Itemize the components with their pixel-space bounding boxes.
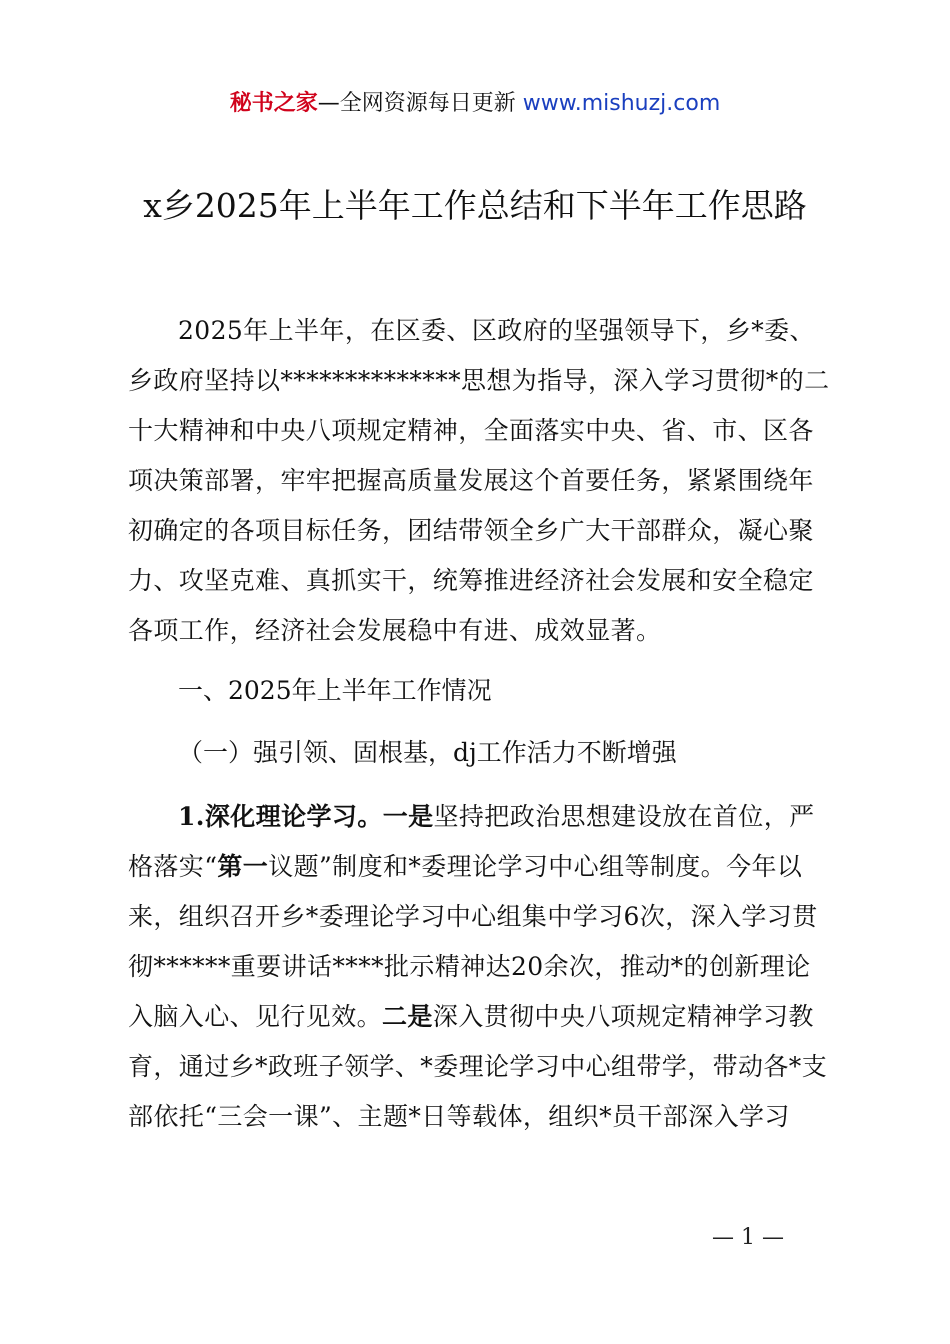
brand-name: 秘书之家 xyxy=(229,91,318,116)
subsection-heading: （一）强引领、固根基，dj工作活力不断增强 xyxy=(178,738,677,767)
bold-term: 二是 xyxy=(382,1002,433,1031)
paragraph-line: 入脑入心、见行见效。二是深入贯彻中央八项规定精神学习教 xyxy=(128,1002,814,1031)
intro-line: 各项工作，经济社会发展稳中有进、成效显著。 xyxy=(128,616,662,645)
header-slogan: —全网资源每日更新 xyxy=(317,91,516,116)
intro-line: 项决策部署，牢牢把握高质量发展这个首要任务，紧紧围绕年 xyxy=(128,466,814,495)
paragraph-line: 来，组织召开乡*委理论学习中心组集中学习6次，深入学习贯 xyxy=(128,902,818,931)
bold-lead: 1.深化理论学习。一是 xyxy=(178,802,434,831)
paragraph-line: 部依托“三会一课”、主题*日等载体，组织*员干部深入学习 xyxy=(128,1102,790,1131)
paragraph-line: 彻******重要讲话****批示精神达20余次，推动*的创新理论 xyxy=(128,952,811,981)
paragraph-line: 1.深化理论学习。一是坚持把政治思想建设放在首位，严 xyxy=(178,802,815,831)
paragraph-line: 格落实“第一议题”制度和*委理论学习中心组等制度。今年以 xyxy=(128,852,803,881)
page-number: — 1 — xyxy=(712,1225,784,1250)
bold-term: 第一 xyxy=(217,852,269,881)
intro-line: 初确定的各项目标任务，团结带领全乡广大干部群众，凝心聚 xyxy=(128,516,814,545)
intro-line: 乡政府坚持以**************思想为指导，深入学习贯彻*的二 xyxy=(128,366,830,395)
section-heading-1: 一、2025年上半年工作情况 xyxy=(178,676,492,705)
intro-paragraph xyxy=(128,306,834,656)
intro-line: 力、攻坚克难、真抓实干，统筹推进经济社会发展和安全稳定 xyxy=(128,566,814,595)
document-title: x乡2025年上半年工作总结和下半年工作思路 xyxy=(143,186,807,225)
intro-line: 十大精神和中央八项规定精神，全面落实中央、省、市、区各 xyxy=(128,416,814,445)
intro-line: 2025年上半年，在区委、区政府的坚强领导下，乡*委、 xyxy=(178,316,815,345)
site-url-link[interactable]: www.mishuzj.com xyxy=(522,91,721,116)
section-paragraph xyxy=(128,792,834,1142)
site-header xyxy=(0,88,950,120)
paragraph-line: 育，通过乡*政班子领学、*委理论学习中心组带学，带动各*支 xyxy=(128,1052,828,1081)
